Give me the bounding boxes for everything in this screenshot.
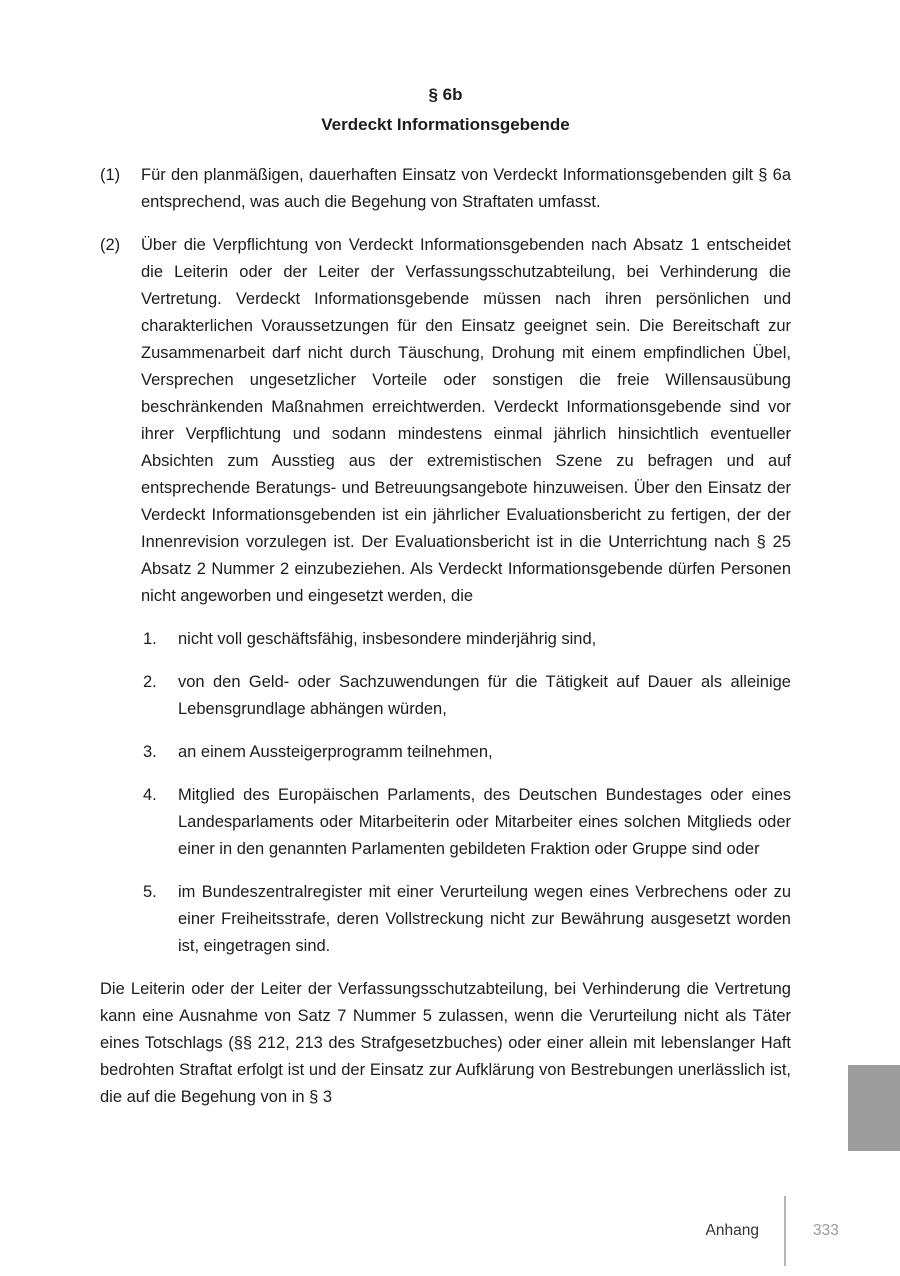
list-item-2 (143, 669, 791, 723)
list-item-4 (143, 782, 791, 863)
list-item-4-text: Mitglied des Europäischen Parlaments, des Deutschen Bundestages oder eines Landesparlaments oder Mitarbeiterin oder Mitarbeiter eines solchen Mitglieds oder einer in den genannten Parlamenten gebildeten Fraktion oder Gruppe sind oder (178, 786, 791, 858)
list-item-3-number: 3. (143, 743, 157, 761)
list-item-1-text: nicht voll geschäftsfähig, insbesondere minderjährig sind, (178, 630, 597, 648)
paragraph-2 (100, 232, 791, 610)
footer-section-label: Anhang (705, 1222, 759, 1239)
list-item-2-text: von den Geld- oder Sachzuwendungen für die Tätigkeit auf Dauer als alleinige Lebensgrundlage abhängen würden, (178, 673, 791, 718)
page-edge-tab (848, 1065, 900, 1151)
paragraph-2-text: Über die Verpflichtung von Verdeckt Informationsgebenden nach Absatz 1 entscheidet die Leiterin oder der Leiter der Verfassungsschutzabteilung, bei Verhinderung die Vertretung. Verdeckt Informationsgebende müssen nach ihren persönlichen und charakterlichen Voraussetzungen für den Einsatz geeignet sein. Die Bereitschaft zur Zusammenarbeit darf nicht durch Täuschung, Drohung mit einem empfindlichen Übel, Versprechen ungesetzlicher Vorteile oder sonstigen die freie Willensausübung beschränkenden Maßnahmen erreichtwerden. Verdeckt Informationsgebende sind vor ihrer Verpflichtung und sodann mindestens einmal jährlich hinsichtlich eventueller Absichten zum Ausstieg aus der extremistischen Szene zu befragen und auf entsprechende Beratungs- und Betreuungsangebote hinzuweisen. Über den Einsatz der Verdeckt Informationsgebenden ist ein jährlicher Evaluationsbericht zu fertigen, der der Innenrevision vorzulegen ist. Der Evaluationsbericht ist in die Unterrichtung nach § 25 Absatz 2 Nummer 2 einzubeziehen. Als Verdeckt Informationsgebende dürfen Personen nicht angeworben und eingesetzt werden, die (141, 236, 791, 605)
document-page-content (100, 80, 791, 1127)
list-item-5-number: 5. (143, 883, 157, 901)
list-item-5-text: im Bundeszentralregister mit einer Verurteilung wegen eines Verbrechens oder zu einer Freiheitsstrafe, deren Vollstreckung nicht zur Bewährung ausgesetzt worden ist, eingetragen sind. (178, 883, 791, 955)
list-item-3 (143, 739, 791, 766)
footer-page-number: 333 (813, 1222, 839, 1239)
paragraph-1-text: Für den planmäßigen, dauerhaften Einsatz von Verdeckt Informationsgebenden gilt § 6a entsprechend, was auch die Begehung von Straftaten umfasst. (141, 166, 791, 211)
section-number: § 6b (428, 85, 463, 104)
closing-paragraph: Die Leiterin oder der Leiter der Verfassungsschutzabteilung, bei Verhinderung die Vertretung kann eine Ausnahme von Satz 7 Nummer 5 zulassen, wenn die Verurteilung nicht als Täter eines Totschlags (§§ 212, 213 des Strafgesetzbuches) oder einer allein mit lebenslanger Haft bedrohten Straftat erfolgt ist und der Einsatz zur Aufklärung von Bestrebungen unerlässlich ist, die auf die Begehung von in § 3 (100, 980, 791, 1106)
list-item-5 (143, 879, 791, 960)
list-item-4-number: 4. (143, 786, 157, 804)
section-heading (100, 80, 791, 140)
list-item-1-number: 1. (143, 630, 157, 648)
paragraph-2-number: (2) (100, 236, 121, 254)
footer-divider (784, 1196, 786, 1266)
list-item-1 (143, 626, 791, 653)
paragraph-1-number: (1) (100, 166, 121, 184)
page-footer (706, 1196, 841, 1266)
paragraph-1 (100, 162, 791, 216)
section-title: Verdeckt Informationsgebende (321, 115, 570, 134)
list-item-3-text: an einem Aussteigerprogramm teilnehmen, (178, 743, 493, 761)
list-item-2-number: 2. (143, 673, 157, 691)
